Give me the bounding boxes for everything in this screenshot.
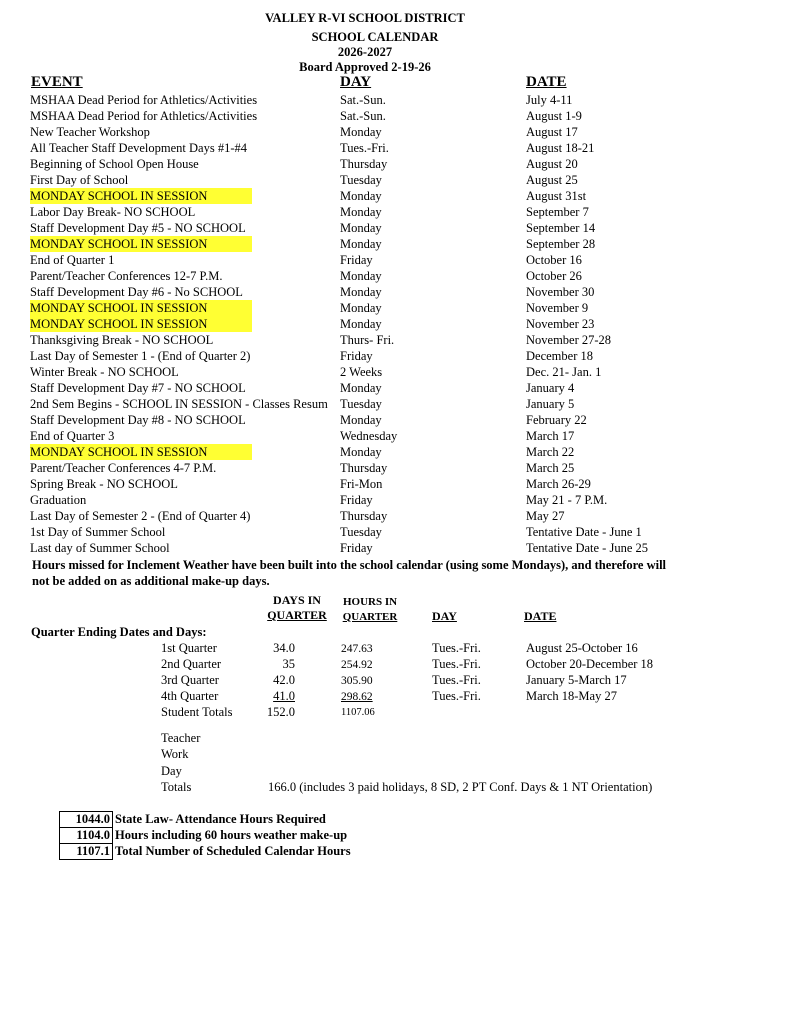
event-date: December 18 <box>526 349 593 363</box>
event-name: Staff Development Day #7 - NO SCHOOL <box>30 381 246 395</box>
student-total-days: 152.0 <box>266 705 295 719</box>
event-name: Staff Development Day #6 - No SCHOOL <box>30 285 243 299</box>
days-in-header-line1: DAYS IN <box>273 593 321 607</box>
quarter-days: 35 <box>282 657 295 671</box>
event-column-header: EVENT <box>31 74 83 90</box>
event-row <box>29 140 729 156</box>
teacher-label-line3: Day <box>161 764 182 778</box>
student-total-hours: 1107.06 <box>341 707 375 718</box>
quarter-hours: 298.62 <box>341 691 373 703</box>
event-name: New Teacher Workshop <box>30 125 150 139</box>
event-day: Tues.-Fri. <box>340 141 389 155</box>
quarter-hours: 305.90 <box>341 675 373 687</box>
event-row <box>29 316 729 332</box>
quarter-hours: 247.63 <box>341 643 373 655</box>
quarter-name: 4th Quarter <box>161 689 219 703</box>
student-totals-label: Student Totals <box>161 705 233 719</box>
hours-value-box: 1044.0 <box>59 811 113 828</box>
event-row <box>29 92 729 108</box>
event-day: Friday <box>340 349 373 363</box>
event-date: March 26-29 <box>526 477 591 491</box>
event-name: MSHAA Dead Period for Athletics/Activities <box>30 109 258 123</box>
event-date: October 16 <box>526 253 582 267</box>
days-in-header-line2: QUARTER <box>267 608 327 622</box>
event-day: Monday <box>340 189 382 203</box>
board-approval: Board Approved 2-19-26 <box>299 60 431 74</box>
quarter-date-range: January 5-March 17 <box>526 673 627 687</box>
event-row <box>29 188 729 204</box>
event-name: First Day of School <box>30 173 129 187</box>
event-day: Monday <box>340 413 382 427</box>
event-row <box>29 236 729 252</box>
event-date: November 23 <box>526 317 595 331</box>
event-day: Sat.-Sun. <box>340 109 386 123</box>
event-day: Friday <box>340 493 373 507</box>
quarter-days: 41.0 <box>273 689 295 703</box>
quarter-day-range: Tues.-Fri. <box>432 673 481 687</box>
event-name: Parent/Teacher Conferences 12-7 P.M. <box>30 269 223 283</box>
event-date: May 21 - 7 P.M. <box>526 493 608 507</box>
event-row <box>29 156 729 172</box>
event-date: July 4-11 <box>526 93 573 107</box>
event-row <box>29 540 729 556</box>
event-name: Winter Break - NO SCHOOL <box>30 365 179 379</box>
teacher-label-line2: Work <box>161 747 189 761</box>
event-name: Last Day of Semester 1 - (End of Quarter 2) <box>30 349 251 363</box>
event-date: October 26 <box>526 269 582 283</box>
event-date: May 27 <box>526 509 565 523</box>
event-name: MONDAY SCHOOL IN SESSION <box>30 444 252 460</box>
event-row <box>29 428 729 444</box>
event-date: February 22 <box>526 413 587 427</box>
quarter-date-header: DATE <box>524 609 557 623</box>
event-row <box>29 460 729 476</box>
event-date: August 25 <box>526 173 578 187</box>
event-row <box>29 252 729 268</box>
quarter-name: 2nd Quarter <box>161 657 222 671</box>
event-day: Friday <box>340 253 373 267</box>
hours-in-header-line1: HOURS IN <box>342 596 398 608</box>
event-day: Monday <box>340 285 382 299</box>
event-name: Labor Day Break- NO SCHOOL <box>30 205 196 219</box>
event-row <box>29 124 729 140</box>
hours-value-box: 1107.1 <box>59 843 113 860</box>
quarter-ending-heading: Quarter Ending Dates and Days: <box>31 625 207 639</box>
event-name: All Teacher Staff Development Days #1-#4 <box>30 141 248 155</box>
event-day: Monday <box>340 237 382 251</box>
event-name: MONDAY SCHOOL IN SESSION <box>30 236 252 252</box>
event-row <box>29 284 729 300</box>
event-day: Monday <box>340 125 382 139</box>
school-year: 2026-2027 <box>337 45 393 59</box>
event-name: Beginning of School Open House <box>30 157 199 171</box>
event-date: August 18-21 <box>526 141 595 155</box>
event-name: End of Quarter 3 <box>30 429 115 443</box>
event-row <box>29 268 729 284</box>
event-name: Staff Development Day #5 - NO SCHOOL <box>30 221 246 235</box>
quarter-date-range: October 20-December 18 <box>526 657 654 671</box>
event-date: March 22 <box>526 445 575 459</box>
event-name: Spring Break - NO SCHOOL <box>30 477 178 491</box>
event-day: Monday <box>340 221 382 235</box>
teacher-label-line1: Teacher <box>161 731 201 745</box>
event-day: Friday <box>340 541 373 555</box>
event-day: 2 Weeks <box>340 365 383 379</box>
event-name: Last day of Summer School <box>30 541 170 555</box>
event-row <box>29 380 729 396</box>
event-name: Parent/Teacher Conferences 4-7 P.M. <box>30 461 217 475</box>
event-name: MONDAY SCHOOL IN SESSION <box>30 188 252 204</box>
event-name: Last Day of Semester 2 - (End of Quarter 4) <box>30 509 251 523</box>
event-row <box>29 300 729 316</box>
event-name: 2nd Sem Begins - SCHOOL IN SESSION - Classes Resum <box>30 397 328 411</box>
event-row <box>29 492 729 508</box>
event-day: Thursday <box>340 461 388 475</box>
event-day: Thursday <box>340 509 388 523</box>
event-date: March 25 <box>526 461 575 475</box>
date-column-header: DATE <box>526 74 567 90</box>
event-name: Thanksgiving Break - NO SCHOOL <box>30 333 214 347</box>
day-column-header: DAY <box>340 74 372 90</box>
event-day: Tuesday <box>340 397 382 411</box>
event-date: January 4 <box>526 381 575 395</box>
quarter-day-header: DAY <box>432 609 457 623</box>
event-day: Tuesday <box>340 173 382 187</box>
event-row <box>29 348 729 364</box>
event-date: September 28 <box>526 237 596 251</box>
quarter-date-range: March 18-May 27 <box>526 689 617 703</box>
inclement-weather-note: Hours missed for Inclement Weather have been built into the school calendar (using some Mondays), and therefore will not be added on as additional make-up days. <box>32 558 667 588</box>
event-day: Sat.-Sun. <box>340 93 386 107</box>
event-row <box>29 476 729 492</box>
quarter-day-range: Tues.-Fri. <box>432 641 481 655</box>
days-in-quarter-header <box>262 593 332 623</box>
event-name: Graduation <box>30 493 87 507</box>
event-name: MONDAY SCHOOL IN SESSION <box>30 316 252 332</box>
hours-label: Total Number of Scheduled Calendar Hours <box>115 844 351 858</box>
event-day: Monday <box>340 445 382 459</box>
event-day: Monday <box>340 317 382 331</box>
event-date: September 14 <box>526 221 596 235</box>
hours-label: State Law- Attendance Hours Required <box>115 812 326 826</box>
event-day: Monday <box>340 269 382 283</box>
hours-in-header-line2: QUARTER <box>342 611 398 623</box>
event-date: August 17 <box>526 125 578 139</box>
event-day: Monday <box>340 301 382 315</box>
hours-in-quarter-header <box>337 595 403 625</box>
event-day: Fri-Mon <box>340 477 383 491</box>
event-row <box>29 204 729 220</box>
event-name: End of Quarter 1 <box>30 253 115 267</box>
event-name: Staff Development Day #8 - NO SCHOOL <box>30 413 246 427</box>
event-date: November 27-28 <box>526 333 612 347</box>
event-date: August 31st <box>526 189 587 203</box>
event-day: Wednesday <box>340 429 398 443</box>
event-name: MSHAA Dead Period for Athletics/Activities <box>30 93 258 107</box>
event-row <box>29 508 729 524</box>
event-date: Tentative Date - June 1 <box>526 525 642 539</box>
event-name: 1st Day of Summer School <box>30 525 166 539</box>
quarter-day-range: Tues.-Fri. <box>432 657 481 671</box>
event-day: Thursday <box>340 157 388 171</box>
event-day: Thurs- Fri. <box>340 333 395 347</box>
events-table <box>29 92 729 556</box>
event-row <box>29 220 729 236</box>
event-date: January 5 <box>526 397 575 411</box>
event-date: March 17 <box>526 429 575 443</box>
event-row <box>29 172 729 188</box>
event-day: Monday <box>340 205 382 219</box>
event-date: August 20 <box>526 157 578 171</box>
event-date: November 30 <box>526 285 595 299</box>
event-date: Dec. 21- Jan. 1 <box>526 365 602 379</box>
event-day: Tuesday <box>340 525 382 539</box>
teacher-label-line4: Totals <box>161 780 192 794</box>
district-name: VALLEY R-VI SCHOOL DISTRICT <box>265 11 465 25</box>
event-date: September 7 <box>526 205 589 219</box>
event-date: August 1-9 <box>526 109 582 123</box>
event-row <box>29 108 729 124</box>
event-name: MONDAY SCHOOL IN SESSION <box>30 300 252 316</box>
event-day: Monday <box>340 381 382 395</box>
event-row <box>29 412 729 428</box>
quarter-hours: 254.92 <box>341 659 373 671</box>
quarter-days: 34.0 <box>273 641 295 655</box>
hours-value-box: 1104.0 <box>59 827 113 844</box>
quarter-name: 3rd Quarter <box>161 673 219 687</box>
teacher-work-day-totals: 166.0 (includes 3 paid holidays, 8 SD, 2 PT Conf. Days & 1 NT Orientation) <box>268 780 653 794</box>
quarter-day-range: Tues.-Fri. <box>432 689 481 703</box>
event-row <box>29 332 729 348</box>
quarter-name: 1st Quarter <box>161 641 217 655</box>
event-date: Tentative Date - June 25 <box>526 541 648 555</box>
event-row <box>29 444 729 460</box>
calendar-title: SCHOOL CALENDAR <box>311 30 439 44</box>
event-date: November 9 <box>526 301 589 315</box>
quarter-days: 42.0 <box>273 673 295 687</box>
event-row <box>29 524 729 540</box>
hours-label: Hours including 60 hours weather make-up <box>115 828 348 842</box>
event-row <box>29 396 729 412</box>
quarter-date-range: August 25-October 16 <box>526 641 638 655</box>
event-row <box>29 364 729 380</box>
